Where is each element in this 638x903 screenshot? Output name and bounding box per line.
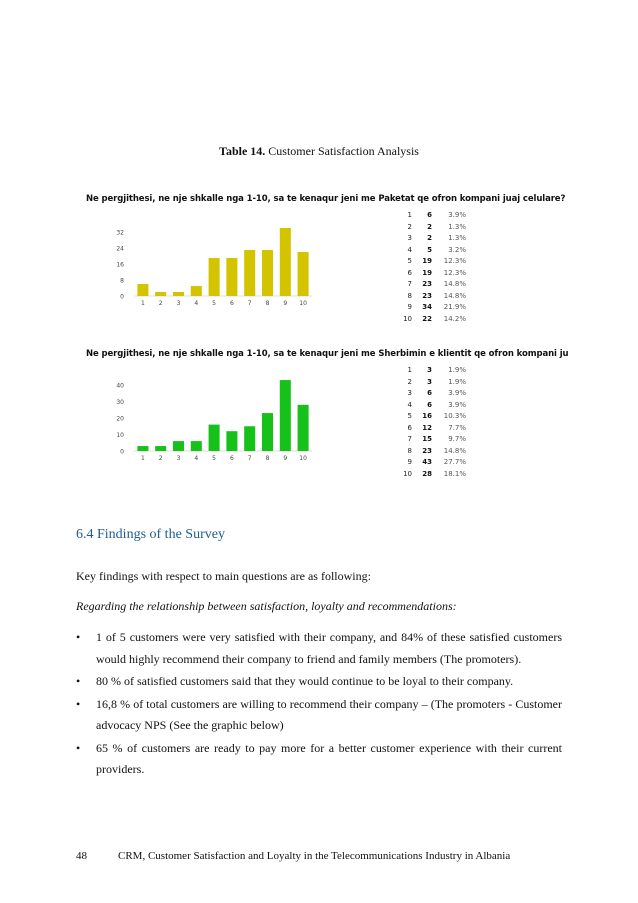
y-tick-label: 20 [116, 415, 124, 423]
x-tick-label: 4 [194, 455, 199, 462]
x-tick-label: 1 [140, 300, 145, 307]
frequency-table [398, 210, 466, 325]
bar [226, 258, 237, 296]
customer-service-satisfaction-chart [86, 349, 576, 499]
bar [280, 380, 291, 451]
percent-value: 9.7% [448, 435, 466, 443]
y-tick-label: 10 [116, 432, 124, 439]
bar [137, 446, 148, 451]
x-tick-label: 9 [283, 455, 288, 462]
count-value: 3 [427, 377, 432, 386]
count-value: 6 [427, 389, 432, 397]
x-tick-label: 6 [229, 300, 234, 307]
percent-value: 7.7% [448, 423, 466, 432]
x-tick-label: 2 [158, 455, 163, 462]
bar [226, 431, 237, 451]
bar [298, 405, 309, 451]
table-row [398, 233, 466, 245]
x-tick-label: 3 [176, 300, 181, 307]
table-row [398, 279, 466, 291]
packages-satisfaction-chart [86, 194, 576, 344]
x-tick-label: 3 [176, 455, 181, 462]
scale-value: 1 [407, 211, 412, 219]
table-row [398, 302, 466, 314]
y-tick-label: 16 [116, 261, 124, 269]
table-row [398, 314, 466, 326]
table-row [398, 457, 466, 469]
scale-value: 1 [407, 366, 412, 374]
count-value: 2 [427, 222, 432, 231]
bar [244, 426, 255, 451]
percent-value: 27.7% [443, 458, 466, 466]
scale-value: 8 [407, 291, 412, 300]
scale-value: 3 [407, 389, 412, 397]
list-item [76, 671, 562, 693]
page-number: 48 [76, 850, 87, 862]
scale-value: 7 [407, 435, 412, 443]
count-value: 23 [422, 280, 432, 288]
table-row [398, 411, 466, 423]
count-value: 23 [422, 291, 432, 300]
scale-value: 8 [407, 446, 412, 455]
bar [137, 284, 148, 296]
bar [262, 250, 273, 296]
y-tick-label: 32 [116, 229, 124, 237]
table-row [398, 245, 466, 257]
scale-value: 5 [407, 257, 412, 265]
table-row [398, 365, 466, 377]
percent-value: 1.3% [448, 222, 466, 231]
y-tick-label: 0 [120, 448, 124, 456]
percent-value: 3.9% [448, 389, 466, 397]
percent-value: 1.3% [448, 234, 466, 242]
bullet-icon: • [76, 740, 81, 755]
table-row [398, 210, 466, 222]
list-item [76, 627, 562, 670]
count-value: 15 [422, 435, 432, 443]
scale-value: 6 [407, 268, 412, 277]
x-tick-label: 7 [247, 455, 252, 462]
caption-text: Customer Satisfaction Analysis [265, 144, 419, 158]
scale-value: 10 [403, 469, 412, 478]
percent-value: 1.9% [448, 366, 466, 374]
frequency-table [398, 365, 466, 480]
percent-value: 12.3% [443, 268, 466, 277]
chart-title: Ne pergjithesi, ne nje shkalle nga 1-10, sa te kenaqur jeni me Sherbimin e klientit qe ofron kompani ju [86, 349, 569, 359]
percent-value: 3.9% [448, 211, 466, 219]
percent-value: 14.8% [443, 291, 466, 300]
x-tick-label: 9 [283, 300, 288, 307]
percent-value: 12.3% [443, 257, 466, 265]
bar-chart-plot [86, 349, 386, 499]
scale-value: 9 [407, 458, 412, 466]
chart-title: Ne pergjithesi, ne nje shkalle nga 1-10, sa te kenaqur jeni me Paketat qe ofron kompani juaj celulare? [86, 194, 566, 204]
y-tick-label: 40 [116, 382, 124, 390]
bar [262, 413, 273, 451]
bar [173, 441, 184, 451]
x-tick-label: 1 [140, 455, 145, 462]
list-item [76, 738, 562, 781]
count-value: 34 [422, 303, 432, 311]
bar [298, 252, 309, 296]
list-item-text: 16,8 % of total customers are willing to recommend their company – (The promoters - Customer advocacy NPS (See the graphic below) [96, 696, 562, 732]
list-item-text: 1 of 5 customers were very satisfied with their company, and 84% of these satisfied customers would highly recommend their company to friend and family members (The promoters). [96, 630, 562, 666]
percent-value: 10.3% [443, 412, 466, 420]
table-row [398, 400, 466, 412]
y-tick-label: 8 [120, 277, 124, 285]
percent-value: 3.9% [448, 400, 466, 409]
scale-value: 10 [403, 314, 412, 323]
x-tick-label: 8 [265, 300, 270, 307]
x-tick-label: 4 [194, 300, 199, 307]
count-value: 2 [427, 234, 432, 242]
bullet-icon: • [76, 630, 81, 644]
count-value: 23 [422, 446, 432, 455]
y-tick-label: 0 [120, 293, 124, 301]
findings-list [76, 627, 562, 782]
bar-chart-plot [86, 194, 386, 344]
count-value: 28 [422, 469, 432, 478]
bar [209, 258, 220, 296]
x-tick-label: 10 [299, 300, 307, 307]
x-tick-label: 10 [299, 455, 307, 462]
table-row [398, 434, 466, 446]
percent-value: 18.1% [443, 469, 466, 478]
table-row [398, 423, 466, 435]
bar [191, 441, 202, 451]
list-item [76, 694, 562, 737]
count-value: 12 [422, 423, 432, 432]
y-tick-label: 30 [116, 399, 124, 406]
count-value: 22 [422, 314, 432, 323]
scale-value: 4 [407, 245, 412, 254]
bar [155, 446, 166, 451]
count-value: 16 [422, 412, 432, 420]
scale-value: 4 [407, 400, 412, 409]
bullet-icon: • [76, 674, 81, 688]
table-row [398, 446, 466, 458]
subheading: Regarding the relationship between satisfaction, loyalty and recommendations: [76, 599, 457, 613]
percent-value: 21.9% [443, 303, 466, 311]
intro-paragraph: Key findings with respect to main questions are as following: [76, 569, 371, 583]
table-row [398, 268, 466, 280]
scale-value: 2 [407, 222, 412, 231]
table-row [398, 388, 466, 400]
table-row [398, 256, 466, 268]
percent-value: 14.8% [443, 446, 466, 455]
bar [244, 250, 255, 296]
scale-value: 2 [407, 377, 412, 386]
count-value: 6 [427, 211, 432, 219]
count-value: 19 [422, 257, 432, 265]
x-tick-label: 6 [229, 455, 234, 462]
count-value: 3 [427, 366, 432, 374]
x-tick-label: 5 [212, 455, 217, 462]
scale-value: 5 [407, 412, 412, 420]
percent-value: 1.9% [448, 377, 466, 386]
y-tick-label: 24 [116, 245, 124, 253]
bar [173, 292, 184, 296]
percent-value: 14.2% [443, 314, 466, 323]
scale-value: 6 [407, 423, 412, 432]
x-tick-label: 5 [212, 300, 217, 307]
section-heading: 6.4 Findings of the Survey [76, 527, 225, 542]
count-value: 43 [422, 458, 432, 466]
scale-value: 3 [407, 234, 412, 242]
count-value: 6 [427, 400, 432, 409]
list-item-text: 65 % of customers are ready to pay more for a better customer experience with their current providers. [96, 740, 562, 776]
table-row [398, 222, 466, 234]
x-tick-label: 8 [265, 455, 270, 462]
bar [280, 228, 291, 296]
bar [209, 425, 220, 451]
table-row [398, 377, 466, 389]
percent-value: 3.2% [448, 245, 466, 254]
bar [191, 286, 202, 296]
bullet-icon: • [76, 696, 81, 711]
scale-value: 9 [407, 303, 412, 311]
percent-value: 14.8% [443, 280, 466, 288]
count-value: 5 [427, 245, 432, 254]
footer-title: CRM, Customer Satisfaction and Loyalty in the Telecommunications Industry in Albania [118, 850, 511, 862]
scale-value: 7 [407, 280, 412, 288]
count-value: 19 [422, 268, 432, 277]
table-row [398, 469, 466, 481]
table-row [398, 291, 466, 303]
x-tick-label: 7 [247, 300, 252, 307]
list-item-text: 80 % of satisfied customers said that they would continue to be loyal to their company. [96, 674, 514, 688]
caption-label: Table 14. [219, 144, 266, 158]
x-tick-label: 2 [158, 300, 163, 307]
table-caption [0, 144, 638, 159]
bar [155, 292, 166, 296]
